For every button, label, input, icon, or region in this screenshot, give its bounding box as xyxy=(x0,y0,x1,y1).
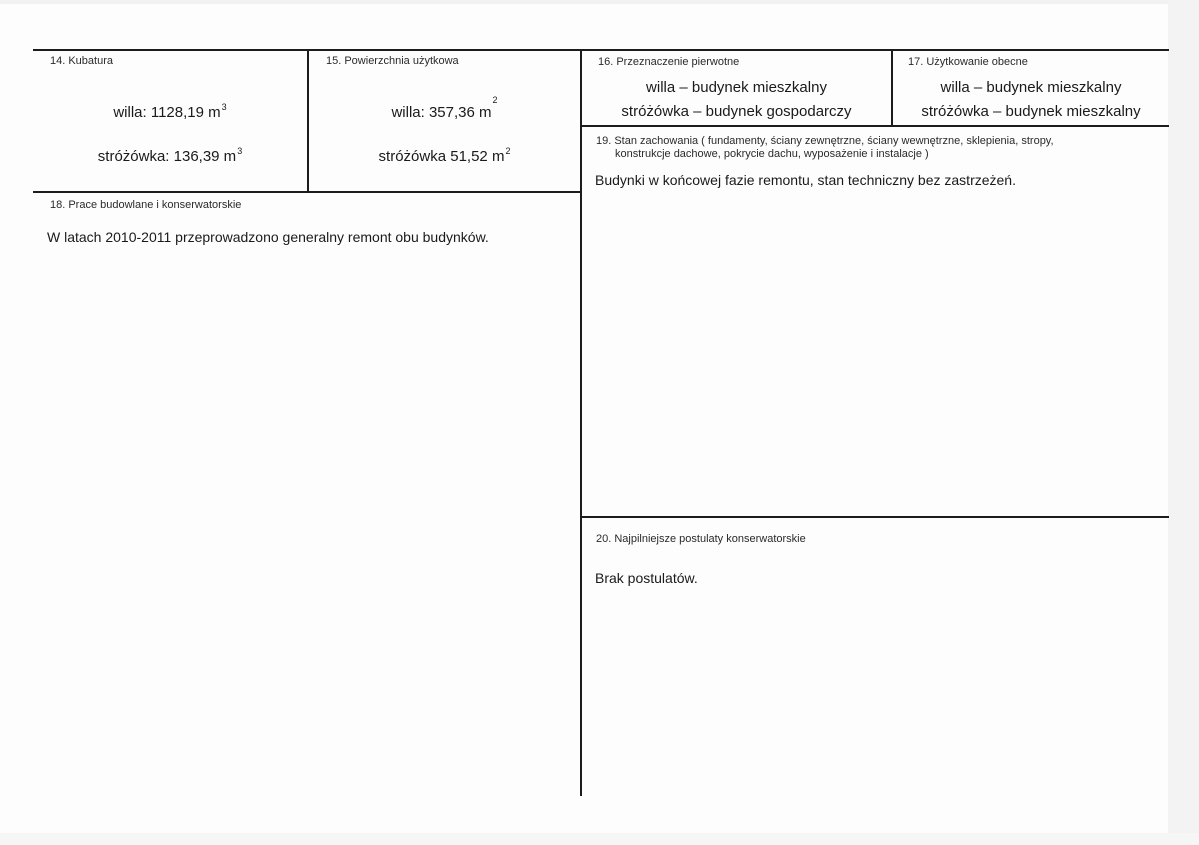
field-15-willa-text: willa: 357,36 m xyxy=(391,104,492,121)
field-18-label: 18. Prace budowlane i konserwatorskie xyxy=(50,199,242,211)
field-19-text: Budynki w końcowej fazie remontu, stan techniczny bez zastrzeżeń. xyxy=(595,172,1016,188)
field-18-text: W latach 2010-2011 przeprowadzono generalny remont obu budynków. xyxy=(47,229,489,245)
field-20-label: 20. Najpilniejsze postulaty konserwatorskie xyxy=(596,533,806,545)
page-edge-top xyxy=(0,0,1199,4)
divider-14-15 xyxy=(307,50,309,192)
page-edge-right xyxy=(1168,0,1199,845)
divider-left-right xyxy=(580,50,582,796)
field-16-line-1: willa – budynek mieszkalny xyxy=(646,79,827,96)
field-19-label-line-2: konstrukcje dachowe, pokrycie dachu, wyposażenie i instalacje ) xyxy=(615,148,929,160)
field-14-willa-superscript: 3 xyxy=(221,102,227,112)
field-15-strozowka-superscript: 2 xyxy=(505,146,511,156)
field-19-label-line-1: 19. Stan zachowania ( fundamenty, ściany zewnętrzne, ściany wewnętrzne, sklepienia, stropy, xyxy=(596,135,1054,147)
bottom-border-16-17 xyxy=(581,125,1169,127)
field-15-willa-value xyxy=(309,95,580,121)
field-20-text: Brak postulatów. xyxy=(595,570,698,586)
field-15-strozowka-text: stróżówka 51,52 m xyxy=(378,148,505,165)
field-14-strozowka-superscript: 3 xyxy=(237,146,243,156)
top-border-line xyxy=(33,49,1169,51)
field-14-willa-value xyxy=(33,104,307,121)
field-15-strozowka-value xyxy=(309,148,580,165)
bottom-border-14-15 xyxy=(33,191,582,193)
top-border-20 xyxy=(581,516,1169,518)
field-14-strozowka-value xyxy=(33,148,307,165)
field-16-line-2: stróżówka – budynek gospodarczy xyxy=(621,103,852,120)
field-15-willa-superscript: 2 xyxy=(492,95,498,105)
field-14-label: 14. Kubatura xyxy=(50,55,113,67)
field-15-label: 15. Powierzchnia użytkowa xyxy=(326,55,459,67)
field-14-strozowka-text: stróżówka: 136,39 m xyxy=(97,148,237,165)
field-17-label: 17. Użytkowanie obecne xyxy=(908,56,1028,68)
page-edge-bottom xyxy=(0,833,1199,845)
field-17-line-1: willa – budynek mieszkalny xyxy=(940,79,1122,96)
field-14-willa-text: willa: 1128,19 m xyxy=(113,104,221,121)
field-16-label: 16. Przeznaczenie pierwotne xyxy=(598,56,740,68)
field-17-line-2: stróżówka – budynek mieszkalny xyxy=(921,103,1141,120)
